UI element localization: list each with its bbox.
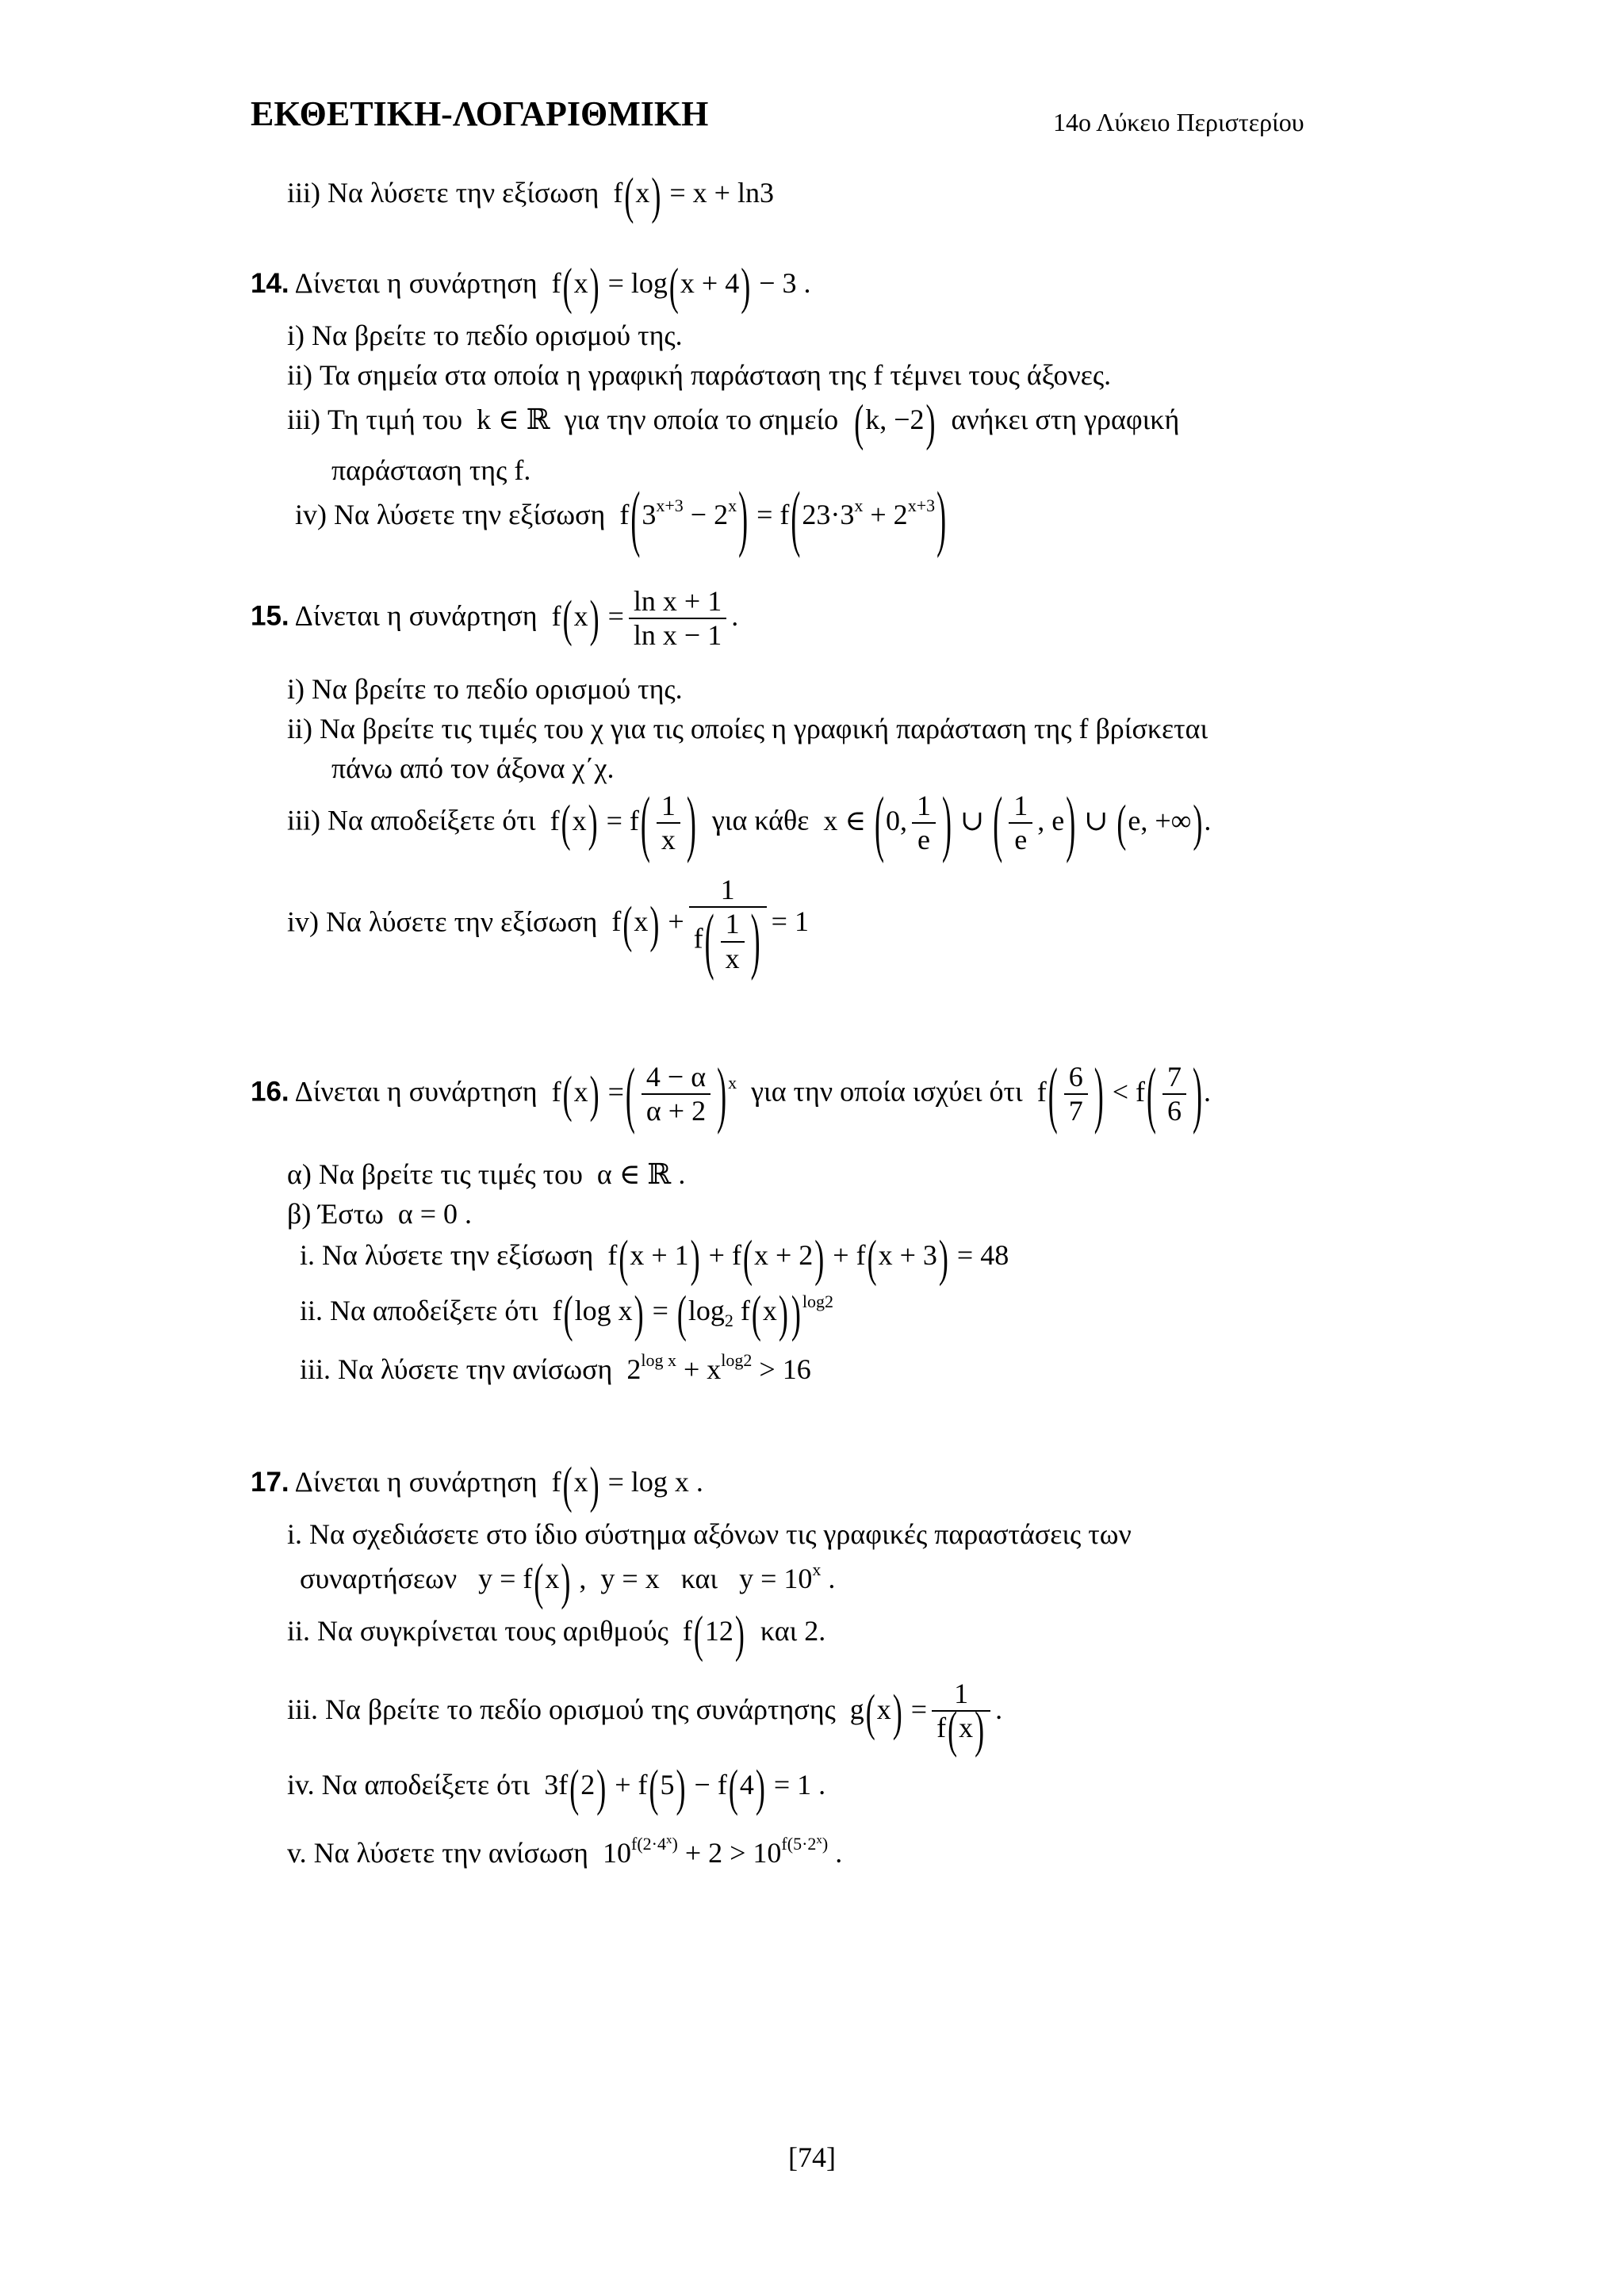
- stem-text: Δίνεται η συνάρτηση: [294, 267, 538, 299]
- formula: $f(3^{x+3} - 2^x) = f(23\cdot 3^x + 2^{x+3})$: [612, 476, 947, 559]
- text: iii) Να αποδείξετε ότι: [287, 804, 536, 836]
- text: και 2.: [760, 1615, 826, 1647]
- formula: f(x) = $\frac{\text{ln x + 1}}{\text{ln x − 1}}$ .: [544, 585, 739, 652]
- formula: f(x + 1) + f(x + 2) + f(x + 3) = 48: [600, 1229, 1009, 1287]
- problem-15-i: i) Να βρείτε το πεδίο ορισμού της.: [287, 673, 683, 705]
- text: και: [680, 1563, 718, 1594]
- text: ii. Να αποδείξετε ότι: [300, 1295, 538, 1326]
- text: για την οποία ισχύει ότι: [751, 1075, 1023, 1108]
- formula: f(x) = log x .: [544, 1456, 703, 1513]
- problem-14-stem: [251, 257, 811, 315]
- text: i. Να λύσετε την εξίσωση: [300, 1239, 594, 1271]
- problem-16-iii: [300, 1350, 811, 1386]
- formula: (k, −2): [854, 393, 936, 451]
- formula: f(x) = log(x + 4) − 3 .: [544, 257, 811, 315]
- problem-15-ii-cont: πάνω από τον άξονα χ΄χ.: [331, 752, 615, 784]
- problem-17-iii: [287, 1678, 1003, 1758]
- formula: 3f(2) + f(5) − f(4) = 1 .: [537, 1758, 826, 1816]
- problem-17-i: i. Να σχεδιάσετε στο ίδιο σύστημα αξόνων τις γραφικές παραστάσεις των: [287, 1518, 1132, 1550]
- text: για την οποία το σημείο: [564, 404, 839, 435]
- problem-15-stem: [251, 585, 738, 652]
- stem-text: Δίνεται η συνάρτηση: [294, 599, 538, 632]
- text: α) Να βρείτε τις τιμές του: [287, 1158, 583, 1190]
- problem-number: 14.: [251, 268, 289, 299]
- formula: f(12): [675, 1605, 745, 1663]
- formula: $10^{f(2\cdot 4^x)} + 2 > 10^{f(5\cdot 2^x)}$ .: [596, 1834, 843, 1869]
- formula: f( $\frac{6}{7}$ ) < f( $\frac{7}{6}$ ).: [1029, 1053, 1211, 1136]
- problem-16-a: [287, 1158, 685, 1191]
- text: iv. Να αποδείξετε ότι: [287, 1769, 530, 1800]
- formula: x ∈ (0, $\frac{1}{e}$ ) ∪ ( $\frac{1}{e}$ , e) ∪ (e, +∞).: [816, 782, 1212, 865]
- page-title: ΕΚΘΕΤΙΚΗ-ΛΟΓΑΡΙΘΜΙΚΗ: [251, 94, 709, 133]
- formula: k ∈ ℝ: [469, 404, 557, 435]
- formula: f(x) =( $\frac{4 - \alpha}{\alpha + 2}$ )$^x$: [544, 1053, 737, 1136]
- problem-14-i: i) Να βρείτε το πεδίο ορισμού της.: [287, 320, 683, 351]
- text: ii. Να συγκρίνεται τους αριθμούς: [287, 1615, 668, 1647]
- problem-16-ii: [300, 1284, 834, 1342]
- problem-17-v: [287, 1836, 842, 1869]
- problem-15-iv: [287, 874, 809, 982]
- formula: α = 0 .: [390, 1198, 473, 1230]
- text: ανήκει στη γραφική: [951, 404, 1180, 435]
- problem-17-ii: [287, 1605, 826, 1663]
- stem-text: Δίνεται η συνάρτηση: [294, 1466, 538, 1498]
- problem-16-b: [287, 1197, 472, 1230]
- text: iii. Να λύσετε την ανίσωση: [300, 1353, 613, 1385]
- stem-text: Δίνεται η συνάρτηση: [294, 1075, 538, 1108]
- text: για κάθε: [711, 804, 810, 836]
- intro-item-iii: [287, 166, 774, 224]
- text: συναρτήσεων: [300, 1563, 458, 1594]
- page-number: [74]: [788, 2141, 836, 2173]
- problem-17-iv: [287, 1758, 826, 1816]
- formula: α ∈ ℝ .: [589, 1158, 686, 1190]
- problem-16-i: [300, 1229, 1009, 1287]
- intro-label: iii) Να λύσετε την εξίσωση: [287, 177, 599, 209]
- problem-14-iv: [295, 476, 948, 559]
- text: iv) Να λύσετε την εξίσωση: [287, 905, 598, 938]
- formula: g(x) = $\frac{1}{f(x)}$ .: [842, 1678, 1003, 1758]
- problem-17-i-cont: [300, 1552, 836, 1610]
- school-name: 14ο Λύκειο Περιστερίου: [1053, 108, 1304, 136]
- formula: $2^{log x} + x^{log2} > 16$: [619, 1350, 811, 1385]
- formula: f(x) + 1 f( $\frac{1}{x}$ ) = 1: [604, 874, 809, 982]
- formula: f(x) = f( $\frac{1}{x}$ ): [542, 782, 696, 865]
- problem-number: 15.: [251, 600, 289, 632]
- problem-14-iii-cont: παράσταση της f.: [331, 454, 531, 486]
- text: iii. Να βρείτε το πεδίο ορισμού της συνάρτησης: [287, 1693, 836, 1726]
- problem-17-stem: [251, 1456, 703, 1513]
- problem-number: 17.: [251, 1467, 289, 1498]
- text: iv) Να λύσετε την εξίσωση: [295, 499, 606, 530]
- formula: f(log $x) = (\log_2$ f(x) )$^{log2}$: [545, 1284, 834, 1342]
- text: β) Έστω: [287, 1198, 384, 1230]
- problem-number: 16.: [251, 1076, 289, 1108]
- problem-14-ii: ii) Τα σημεία στα οποία η γραφική παράσταση της f τέμνει τους άξονες.: [287, 359, 1112, 391]
- formula: $y = 10^x$ .: [725, 1559, 836, 1594]
- intro-formula: f(x) = x + ln3: [606, 166, 774, 224]
- text: v. Να λύσετε την ανίσωση: [287, 1837, 588, 1869]
- text: iii) Τη τιμή του: [287, 404, 463, 435]
- problem-16-stem: [251, 1053, 1211, 1136]
- problem-15-ii: ii) Να βρείτε τις τιμές του χ για τις οποίες η γραφική παράσταση της f βρίσκεται: [287, 713, 1208, 744]
- problem-14-iii: [287, 393, 1180, 451]
- problem-15-iii: [287, 782, 1212, 865]
- formula: y = f(x) , y = x: [464, 1552, 674, 1610]
